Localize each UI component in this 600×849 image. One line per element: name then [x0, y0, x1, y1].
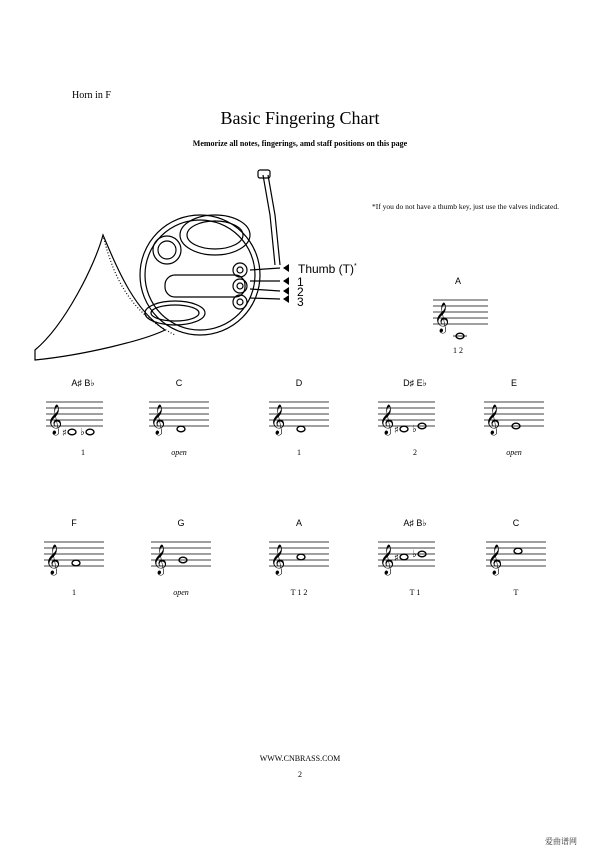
svg-text:♯: ♯ [62, 428, 67, 439]
fingering-label: T [513, 588, 519, 597]
note-staff [254, 392, 344, 442]
note-card [370, 378, 460, 488]
french-horn-drawing [25, 165, 305, 365]
svg-text:𝄞: 𝄞 [379, 405, 395, 435]
note-name: C [512, 518, 520, 528]
note-card [469, 378, 559, 488]
fingering-label: T 1 2 [290, 588, 308, 597]
note-card [370, 518, 460, 628]
note-card [136, 518, 226, 628]
valve-3-label: 3 [297, 295, 304, 309]
svg-text:𝄞: 𝄞 [152, 545, 168, 575]
note-staff [469, 392, 559, 442]
site-watermark: 爱曲谱网 [545, 837, 577, 846]
note-card [134, 378, 224, 488]
svg-text:♭: ♭ [412, 424, 417, 435]
svg-text:𝄞: 𝄞 [485, 405, 501, 435]
valve-1-label: 1 [297, 275, 304, 289]
french-horn-illustration [25, 165, 305, 365]
note-name: A♯ B♭ [71, 378, 95, 388]
note-card [254, 518, 344, 628]
note-staff [413, 290, 503, 340]
svg-text:𝄞: 𝄞 [47, 405, 63, 435]
note-name: F [71, 518, 77, 528]
page-title: Basic Fingering Chart [220, 108, 380, 128]
note-name: D [295, 378, 303, 388]
note-card [471, 518, 561, 628]
fingering-label: T 1 [409, 588, 421, 597]
note-name: A [295, 518, 302, 528]
note-staff [370, 532, 460, 582]
fingering-label: open [173, 588, 189, 597]
fingering-label: 1 [81, 448, 85, 457]
svg-text:𝄞: 𝄞 [487, 545, 503, 575]
note-staff [134, 392, 224, 442]
note-staff [471, 532, 561, 582]
svg-text:𝄞: 𝄞 [270, 545, 286, 575]
note-staff [370, 392, 460, 442]
website-link[interactable]: WWW.CNBRASS.COM [259, 754, 341, 763]
thumb-key-label [298, 262, 357, 276]
note-name: C [175, 378, 183, 388]
thumb-key-footnote: *If you do not have a thumb key, just use the valves indicated. [372, 202, 559, 211]
note-staff [136, 532, 226, 582]
note-name: A♯ B♭ [403, 518, 427, 528]
valve-2-label: 2 [297, 285, 304, 299]
svg-text:♭: ♭ [80, 427, 85, 438]
page-subtitle: Memorize all notes, fingerings, amd staff positions on this page [192, 139, 408, 148]
fingering-label: open [171, 448, 187, 457]
note-card [413, 276, 503, 386]
svg-text:𝄞: 𝄞 [379, 545, 395, 575]
note-name: A [454, 276, 461, 286]
page-number: 2 [298, 770, 302, 779]
note-name: G [177, 518, 185, 528]
note-staff [254, 532, 344, 582]
note-name: E [510, 378, 517, 388]
note-name: D♯ E♭ [403, 378, 427, 388]
thumb-key-text: Thumb (T) [298, 262, 355, 276]
svg-text:𝄞: 𝄞 [150, 405, 166, 435]
note-staff [38, 392, 128, 442]
fingering-label: 1 2 [453, 346, 463, 355]
fingering-label: 2 [413, 448, 417, 457]
svg-text:𝄞: 𝄞 [45, 545, 61, 575]
instrument-label: Horn in F [72, 90, 111, 101]
note-card [254, 378, 344, 488]
svg-text:𝄞: 𝄞 [434, 303, 450, 333]
svg-text:𝄞: 𝄞 [270, 405, 286, 435]
fingering-label: 1 [297, 448, 301, 457]
note-staff [29, 532, 119, 582]
note-card [29, 518, 119, 628]
svg-text:♭: ♭ [412, 549, 417, 560]
note-card [38, 378, 128, 488]
svg-text:♯: ♯ [394, 425, 399, 436]
fingering-label: 1 [72, 588, 76, 597]
fingering-label: open [506, 448, 522, 457]
svg-text:♯: ♯ [394, 553, 399, 564]
thumb-asterisk: * [354, 263, 357, 270]
